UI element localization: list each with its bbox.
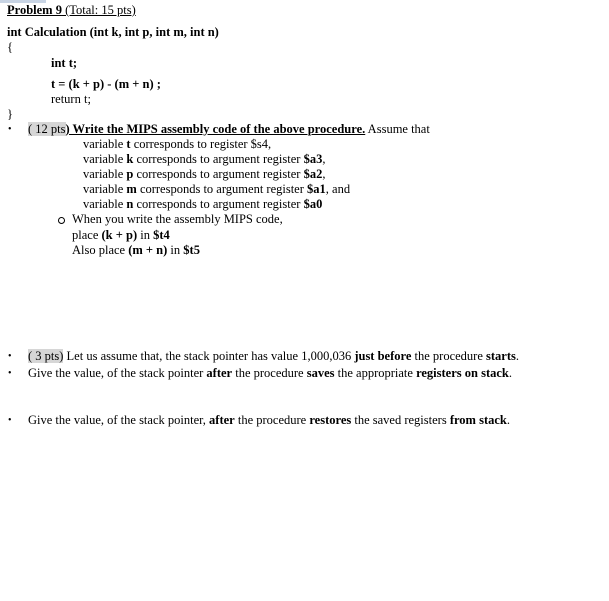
part1-heading: ) Write the MIPS assembly code of the above procedure. [65, 122, 366, 136]
code-close-brace: } [7, 107, 13, 121]
bullet-icon: • [8, 368, 12, 379]
code-declaration: int t; [51, 56, 78, 70]
part2-line: ( 3 pts) Let us assume that, the stack pointer has value 1,000,036 just before the procedure starts. [28, 349, 519, 363]
problem-title: Problem 9 [7, 3, 62, 17]
mapping-row: variable p corresponds to argument register $a2, [83, 167, 326, 181]
mapping-row: variable k corresponds to argument register $a3, [83, 152, 326, 166]
part1-points: ( 12 pts [28, 122, 66, 136]
bullet-icon: • [8, 415, 12, 426]
problem-title-line [7, 3, 136, 18]
mapping-row: variable t corresponds to register $s4, [83, 137, 272, 151]
bullet-icon: • [8, 351, 12, 362]
bullet-icon: • [8, 124, 12, 135]
sub-place-kp: place (k + p) in $t4 [72, 228, 170, 242]
code-return: return t; [51, 92, 91, 106]
sub-intro: When you write the assembly MIPS code, [72, 212, 283, 226]
mapping-row: variable m corresponds to argument register $a1, and [83, 182, 351, 196]
part3-line: Give the value, of the stack pointer after the procedure saves the appropriate registers on stack. [28, 366, 512, 380]
code-assignment: t = (k + p) - (m + n) ; [51, 77, 161, 91]
sub-place-mn: Also place (m + n) in $t5 [72, 243, 200, 257]
function-signature: int Calculation (int k, int p, int m, int n) [7, 25, 219, 39]
part1-heading-line [28, 122, 430, 137]
sub-bullet-circle-icon [58, 217, 65, 224]
problem-total: (Total: 15 pts) [61, 3, 136, 17]
code-open-brace: { [7, 40, 13, 54]
part1-assume: Assume that [365, 122, 430, 136]
part2-points: ( 3 pts) [28, 349, 64, 363]
mapping-row: variable n corresponds to argument register $a0 [83, 197, 323, 211]
part4-line: Give the value, of the stack pointer, after the procedure restores the saved registers from stack. [28, 413, 510, 427]
